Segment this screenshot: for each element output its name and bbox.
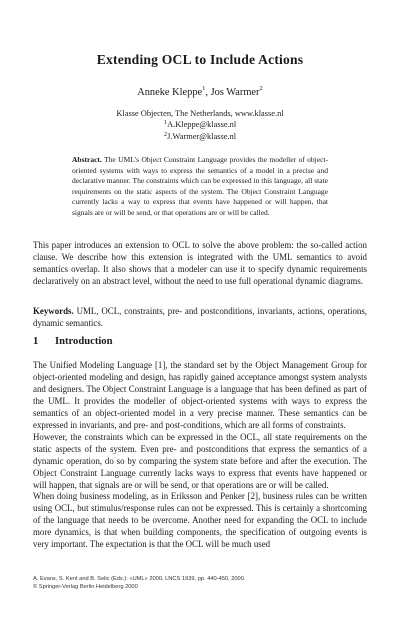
section-number: 1 bbox=[33, 336, 39, 347]
keywords-label: Keywords. bbox=[33, 306, 74, 316]
email-mark: 1 bbox=[163, 119, 168, 127]
body-paragraph: However, the constraints which can be expressed in the OCL, all state requirements on the static aspects of the system. Even pre- and postconditions that express the semantics of a dynamic operation, do so by comparing the system state before and after the execution. The Object Constraint Language currently lacks ways to express that events have happened or will happen, that signals are or will be send, or that operations are or will be called. bbox=[33, 431, 367, 490]
email-mark: 2 bbox=[163, 130, 168, 138]
abstract bbox=[72, 155, 328, 218]
email-line bbox=[0, 119, 400, 130]
section-title: Introduction bbox=[55, 336, 113, 347]
email-address: J.Warmer@klasse.nl bbox=[167, 131, 237, 141]
email-address: A.Kleppe@klasse.nl bbox=[167, 120, 237, 130]
paper-title: Extending OCL to Include Actions bbox=[96, 52, 304, 67]
intro-paragraph: This paper introduces an extension to OCL to solve the above problem: the so-called action clause. We describe how this extension is integrated with the UML semantics to avoid semantics overlap. It also shows that a modeler can use it to specify dynamic requirements declaratively on an abstract level, without the need to use full operational dynamic diagrams. bbox=[33, 240, 367, 286]
body-paragraph: The Unified Modeling Language [1], the standard set by the Object Management Group for object-oriented modeling and design, has rapidly gained acceptance amongst system analysts and designers. The Object Constraint Language is a language that has been defined as part of the UML. It provides the modeller of object-oriented systems with ways to express the semantics of an object-oriented model in a very precise manner. These semantics can be expressed in invariants, and pre- and post-conditions, which are all forms of constraints. bbox=[33, 360, 367, 430]
affiliation-block bbox=[0, 108, 400, 142]
copyright-line: © Springer-Verlag Berlin Heidelberg 2000 bbox=[33, 583, 138, 590]
citation-line: A. Evans, S. Kent and B. Selic (Eds.): «UML» 2000, LNCS 1939, pp. 440-450, 2000. bbox=[33, 576, 246, 582]
keywords bbox=[33, 306, 367, 330]
email-line bbox=[0, 131, 400, 142]
abstract-text: The UML's Object Constraint Language provides the modeller of object-oriented systems with ways to express the semantics of a model in a precise and declarative manner. The constraints which can be expressed in this language, all state requirements on the static aspects of the system. The Object Constraint Language currently lacks a way to express that events have happened or will happen, that signals are or will be send, or that operations are or will be called. bbox=[72, 155, 328, 217]
author-line bbox=[0, 87, 400, 98]
body-paragraph: When doing business modeling, as in Eriksson and Penker [2], business rules can be written using OCL, but stimulus/response rules can not be expressed. This is certainly a shortcoming of the language that needs to be overcome. Another need for expanding the OCL to include more dynamics, is that when building components, the specification of outgoing events is very important. The expectation is that the OCL will be much used bbox=[33, 491, 367, 550]
author-separator: , bbox=[205, 87, 211, 98]
abstract-label: Abstract. bbox=[72, 155, 102, 164]
section-heading bbox=[33, 336, 113, 347]
author-mark: 2 bbox=[259, 85, 263, 92]
section-body bbox=[33, 360, 367, 551]
affiliation-line: Klasse Objecten, The Netherlands, www.klasse.nl bbox=[116, 109, 284, 118]
publication-footer bbox=[33, 576, 367, 591]
keywords-text: UML, OCL, constraints, pre- and postconditions, invariants, actions, operations, dynamic semantics. bbox=[33, 306, 367, 328]
author-name: Anneke Kleppe bbox=[137, 87, 203, 98]
author-mark: 1 bbox=[202, 85, 206, 92]
author-name: Jos Warmer bbox=[210, 87, 260, 98]
